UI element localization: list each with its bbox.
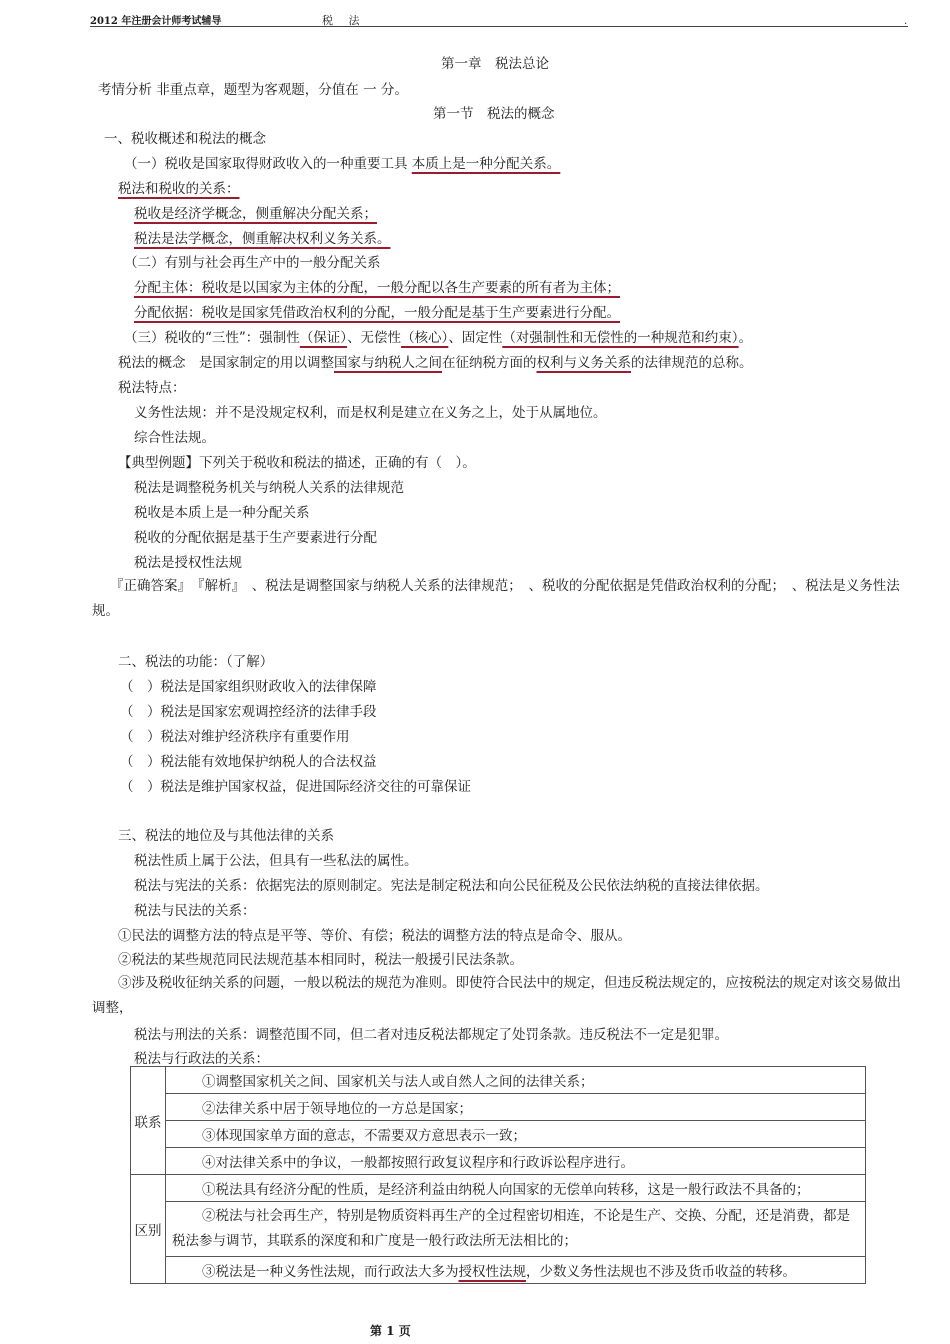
p8-b: （保证） (299, 330, 348, 346)
part1-p8 (124, 326, 752, 346)
p8-c: 、无偿性 (347, 330, 402, 346)
example-option-3: 税收的分配依据是基于生产要素进行分配 (134, 530, 377, 546)
part3-l8: 税法与行政法的关系： (134, 1051, 269, 1067)
example-option-4: 税法是授权性法规 (134, 555, 242, 571)
table-cell: ①调整国家机关之间、国家机关与法人或自然人之间的法律关系； (166, 1067, 866, 1094)
function-item-1: （ ）税法是国家组织财政收入的法律保障 (120, 679, 377, 695)
table-cell: ②法律关系中居于领导地位的一方总是国家； (166, 1094, 866, 1121)
p9-d: 权利与义务关系 (536, 355, 631, 371)
chapter-title: 第一章 税法总论 (441, 56, 549, 72)
p1-highlight: 本质上是一种分配关系。 (411, 156, 561, 172)
table-cell (166, 1202, 866, 1257)
p9-b: 国家与纳税人之间 (334, 355, 442, 371)
exam-analysis: 考情分析 非重点章，题型为客观题，分值在 一 分。 (98, 82, 408, 98)
r7-c: ，少数义务性法规也不涉及货币收益的转移。 (526, 1264, 796, 1280)
p8-d: （核心） (401, 330, 449, 346)
part1-p5: （二）有别与社会再生产中的一般分配关系 (124, 255, 381, 271)
part3-l1: 税法性质上属于公法，但具有一些私法的属性。 (134, 853, 418, 869)
p9-e: 的法律规范的总称。 (631, 355, 753, 371)
part3-l7: 税法与刑法的关系：调整范围不同，但二者对违反税法都规定了处罚条款。违反税法不一定是犯罪。 (134, 1027, 728, 1043)
part3-l3: 税法与民法的关系： (134, 903, 256, 919)
function-item-3: （ ）税法对维护经济秩序有重要作用 (120, 729, 350, 745)
part1-p12: 综合性法规。 (134, 430, 215, 446)
part3-l5: ②税法的某些规范同民法规范基本相同时，税法一般援引民法条款。 (118, 952, 523, 968)
p8-f: （对强制性和无偿性的一种规范和约束） (502, 330, 739, 346)
example-option-1: 税法是调整税务机关与纳税人关系的法律规范 (134, 480, 404, 496)
running-header-left: 2012 年注册会计师考试辅导 (90, 16, 222, 27)
part1-p10: 税法特点： (118, 380, 186, 396)
section-title: 第一节 税法的概念 (433, 106, 555, 122)
part1-p7: 分配依据：税收是国家凭借政治权利的分配，一般分配是基于生产要素进行分配。 (134, 305, 620, 321)
table-cell: ①税法具有经济分配的性质，是经济利益由纳税人向国家的无偿单向转移，这是一般行政法不具备的； (166, 1175, 866, 1202)
part1-p11: 义务性法规：并不是没规定权利，而是权利是建立在义务之上，处于从属地位。 (134, 405, 607, 421)
table-row (131, 1175, 866, 1202)
part3-l2: 税法与宪法的关系：依据宪法的原则制定。宪法是制定税法和向公民征税及公民依法纳税的直接法律依据。 (134, 878, 769, 894)
part2-heading: 二、税法的功能：（了解） (118, 654, 274, 670)
table-cell: ③体现国家单方面的意志，不需要双方意思表示一致； (166, 1121, 866, 1148)
p1-text: （一）税收是国家取得财政收入的一种重要工具 (124, 156, 408, 172)
part3-l4: ①民法的调整方法的特点是平等、等价、有偿；税法的调整方法的特点是命令、服从。 (118, 928, 631, 944)
r7-b: 授权性法规 (458, 1264, 526, 1280)
category-cell-relation: 联系 (131, 1067, 166, 1175)
table-row (131, 1148, 866, 1175)
table-row (131, 1094, 866, 1121)
part1-p4: 税法是法学概念，侧重解决权利义务关系。 (134, 231, 391, 247)
category-cell-difference: 区别 (131, 1175, 166, 1284)
part1-p6: 分配主体：税收是以国家为主体的分配，一般分配以各生产要素的所有者为主体； (134, 280, 620, 296)
part1-p3: 税收是经济学概念，侧重解决分配关系； (134, 206, 377, 222)
table-cell-text: ②税法与社会再生产，特别是物质资料再生产的全过程密切相连，不论是生产、交换、分配，还是消费，都是税法参与调节，其联系的深度和和广度是一般行政法所无法相比的； (172, 1208, 850, 1249)
part1-p1 (124, 152, 560, 172)
table-row (131, 1067, 866, 1094)
page-number: 第 1 页 (370, 1324, 411, 1338)
table-row (131, 1121, 866, 1148)
function-item-2: （ ）税法是国家宏观调控经济的法律手段 (120, 704, 377, 720)
p8-g: 。 (738, 330, 753, 346)
example-option-2: 税收是本质上是一种分配关系 (134, 505, 310, 521)
table-row (131, 1202, 866, 1257)
p8-e: 、固定性 (448, 330, 503, 346)
table-row (131, 1257, 866, 1284)
function-item-5: （ ）税法是维护国家权益，促进国际经济交往的可靠保证 (120, 779, 471, 795)
p8-a: （三）税收的“三性”：强制性 (124, 330, 300, 346)
part1-heading: 一、税收概述和税法的概念 (104, 131, 266, 147)
part3-heading: 三、税法的地位及与其他法律的关系 (118, 828, 334, 844)
tax-admin-law-comparison-table (130, 1066, 866, 1284)
part1-p2: 税法和税收的关系： (118, 181, 240, 197)
example-question: 【典型例题】下列关于税收和税法的描述，正确的有（ ）。 (118, 455, 476, 471)
part1-p9 (118, 351, 753, 371)
part3-l6: ③涉及税收征纳关系的问题，一般以税法的规范为准则。即使符合民法中的规定，但违反税法规定的，应按税法的规定对该交易做出调整， (92, 975, 901, 1016)
header-rule (90, 26, 908, 27)
running-header-title: 税 法 (322, 14, 366, 27)
table-cell: ④对法律关系中的争议，一般都按照行政复议程序和行政诉讼程序进行。 (166, 1148, 866, 1175)
table-cell (166, 1257, 866, 1284)
r7-a: ③税法是一种义务性法规，而行政法大多为 (202, 1264, 459, 1280)
p9-a: 税法的概念 是国家制定的用以调整 (118, 355, 334, 371)
example-answer: 『正确答案』 『解析』 、税法是调整国家与纳税人关系的法律规范； 、税收的分配依据是凭借政治权利的分配； 、税法是义务性法规。 (92, 578, 900, 619)
function-item-4: （ ）税法能有效地保护纳税人的合法权益 (120, 754, 377, 770)
header-dot: . (904, 16, 908, 27)
p9-c: 在征纳税方面的 (442, 355, 537, 371)
